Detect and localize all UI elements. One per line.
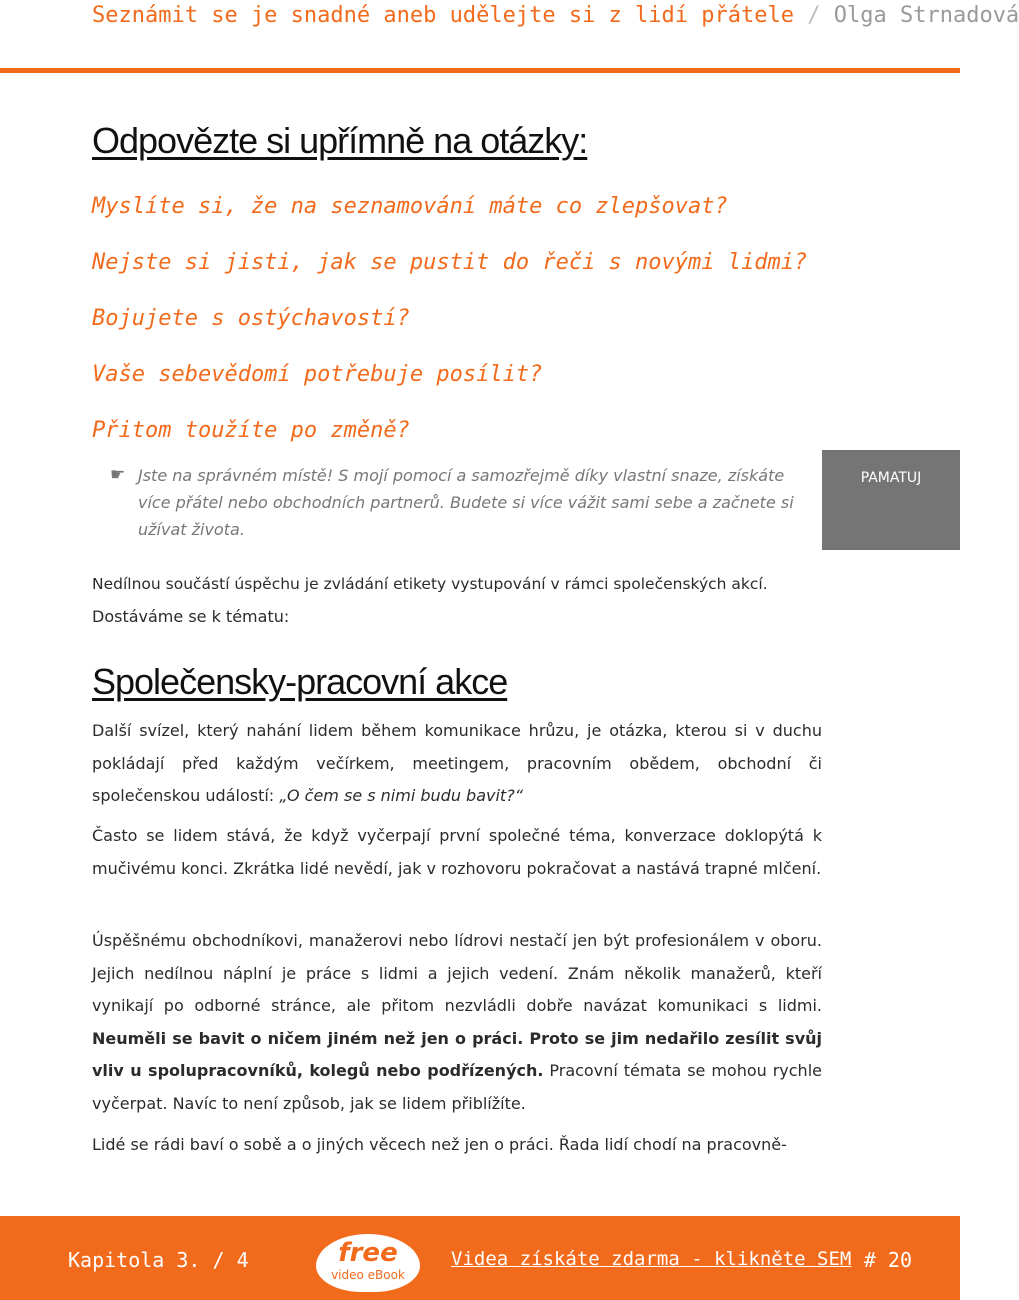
page-number: # 20	[863, 1248, 912, 1272]
header-separator: /	[807, 3, 821, 28]
header-divider	[0, 68, 960, 73]
logo-free-text: free	[338, 1238, 398, 1268]
tip-highlight: Jste na správném místě!	[138, 466, 334, 485]
paragraph-text: Pracovní témata se mohou rychle vyčerpat. Navíc to není způsob, jak se lidem přiblížíte.	[92, 1061, 822, 1113]
intro-line: Nedílnou součástí úspěchu je zvládání etikety vystupování v rámci společenských akcí.	[92, 575, 768, 593]
question-item: Bojujete s ostýchavostí?	[92, 306, 410, 331]
section-heading-social-events: Společensky-pracovní akce	[92, 661, 508, 702]
question-item: Myslíte si, že na seznamování máte co zlepšovat?	[92, 194, 728, 219]
question-item: Přitom toužíte po změně?	[92, 418, 410, 443]
intro-line-topic: Dostáváme se k tématu:	[92, 607, 290, 626]
paragraph-text: Další svízel, který nahání lidem během komunikace hrůzu, je otázka, kterou si v duchu pokládají před každým večírkem, meetingem, pracovním obědem, obchodní či společenskou událostí:	[92, 721, 822, 806]
quote-text: „O čem se s nimi budu bavit?“	[279, 786, 523, 806]
question-list	[92, 191, 807, 471]
paragraph	[92, 925, 822, 1121]
question-item: Nejste si jisti, jak se pustit do řeči s novými lidmi?	[92, 250, 808, 275]
book-author: Olga Strnadová	[833, 3, 1019, 28]
chapter-indicator: Kapitola 3. / 4	[68, 1248, 249, 1272]
section-heading-questions: Odpovězte si upřímně na otázky:	[92, 120, 588, 161]
paragraph: Lidé se rádi baví o sobě a o jiných věcech než jen o práci. Řada lidí chodí na pracovně-	[92, 1135, 787, 1154]
paragraph	[92, 715, 822, 813]
paragraph: Často se lidem stává, že když vyčerpají první společné téma, konverzace doklopýtá k mučivému konci. Zkrátka lidé nevědí, jak v rozhovoru pokračovat a nastává trapné mlčení.	[92, 826, 822, 878]
remember-label-box: PAMATUJ	[822, 450, 960, 550]
tip-body: S mojí pomocí a samozřejmě díky vlastní snaze, získáte více přátel nebo obchodních partnerů. Budete si více vážit sami sebe a začnete si užívat života.	[138, 466, 794, 539]
tip-note	[110, 462, 800, 543]
question-item: Vaše sebevědomí potřebuje posílit?	[92, 362, 543, 387]
logo-subtitle: video eBook	[331, 1268, 405, 1282]
pointing-hand-icon: ☛	[110, 465, 126, 485]
footer-bar	[0, 1216, 960, 1300]
free-videos-link[interactable]: Videa získáte zdarma - klikněte SEM	[451, 1248, 852, 1270]
running-header	[92, 0, 1019, 32]
free-video-ebook-logo	[316, 1234, 420, 1292]
book-title: Seznámit se je snadné aneb udělejte si z lidí přátele	[92, 3, 794, 28]
tip-text	[110, 462, 800, 543]
paragraph-text: Úspěšnému obchodníkovi, manažerovi nebo lídrovi nestačí jen být profesionálem v oboru. Jejich nedílnou náplní je práce s lidmi a jejich vedení. Znám několik manažerů, kteří vynikají po odborné stránce, ale přitom nezvládli dobře navázat komunikaci s lidmi.	[92, 931, 822, 1016]
bold-text: Neuměli se bavit o ničem jiném než jen o práci. Proto se jim nedařilo zesílit svůj vliv u spolupracovníků, kolegů nebo podřízených.	[92, 1028, 822, 1081]
